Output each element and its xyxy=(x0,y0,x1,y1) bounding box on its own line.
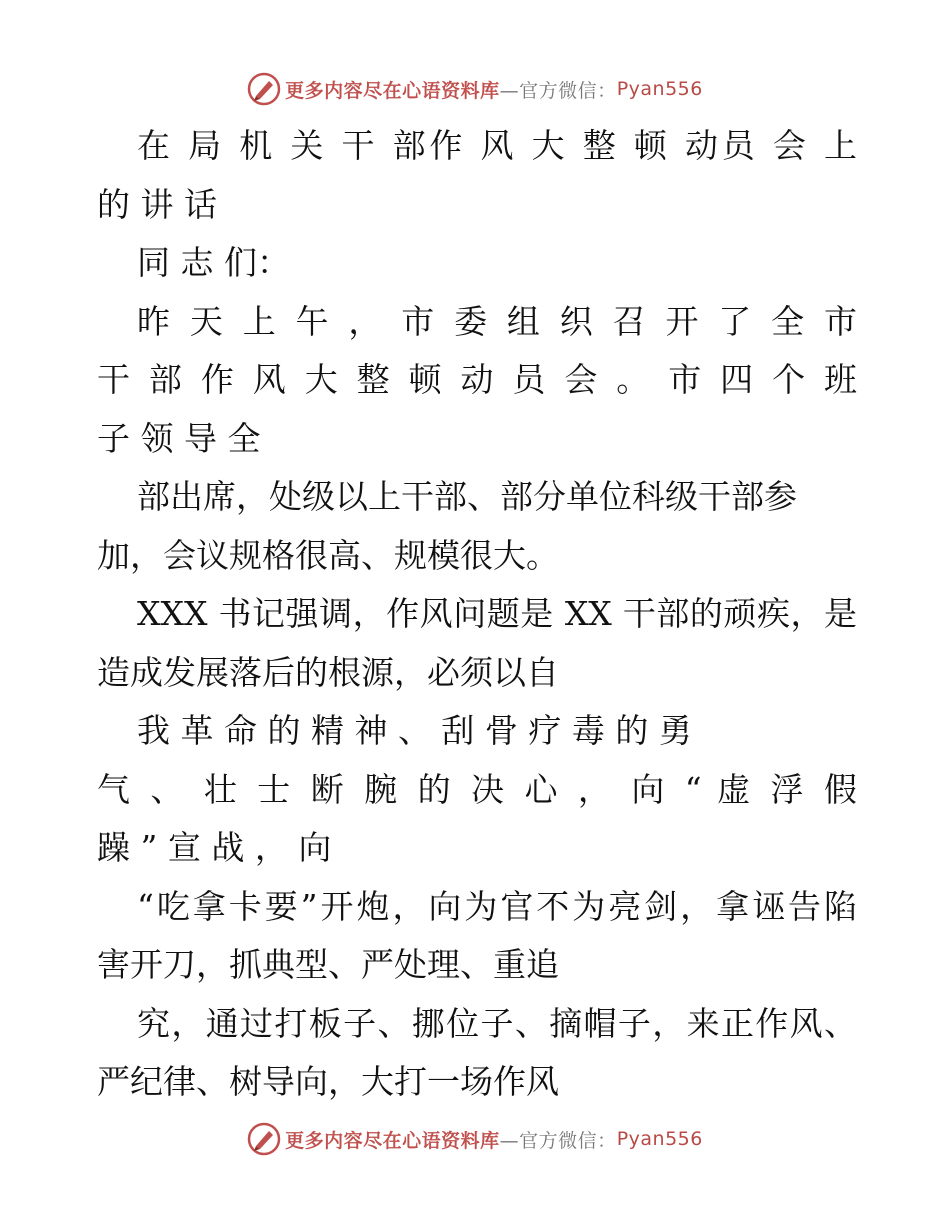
text-line: XXX 书记强调，作风问题是 XX 干部的顽疾，是 xyxy=(137,594,857,633)
watermark-footer xyxy=(0,1122,950,1156)
watermark-header xyxy=(0,72,950,106)
document-body xyxy=(97,117,857,1112)
text-line: 干 部 作 风 大 整 顿 动 员 会 。 市 四 个 班 xyxy=(97,360,857,399)
text-line: 究，通过打板子、挪位子、摘帽子，来正作风、 xyxy=(137,1003,857,1043)
text-line: 害开刀，抓典型、严处理、重追 xyxy=(97,945,559,984)
watermark-text-wechat: Pyan556 xyxy=(616,78,703,100)
text-line: 加，会议规格很高、规模很大。 xyxy=(97,535,559,575)
text-line: 我 革 命 的 精 神 、 刮 骨 疗 毒 的 勇 xyxy=(137,711,692,750)
watermark-text-main: 更多内容尽在心语资料库 xyxy=(285,79,500,102)
watermark-text-dash: —官方微信： xyxy=(499,79,617,102)
pen-logo-icon xyxy=(247,1122,281,1156)
text-line: 气 、 壮 士 断 腕 的 决 心 ， 向 “ 虚 浮 假 xyxy=(97,769,857,809)
text-line: 躁 ” 宣 战 ， 向 xyxy=(97,828,332,867)
text-line: “吃拿卡要”开炮，向为官不为亮剑，拿诬告陷 xyxy=(137,886,857,926)
text-line: 子 领 导 全 xyxy=(97,418,261,458)
text-line: 昨 天 上 午 ， 市 委 组 织 召 开 了 全 市 xyxy=(137,301,857,341)
pen-logo-icon xyxy=(247,72,281,106)
watermark-text-wechat: Pyan556 xyxy=(616,1128,703,1150)
text-line: 严纪律、树导向，大打一场作风 xyxy=(97,1062,559,1101)
watermark-text-dash: —官方微信： xyxy=(499,1129,617,1152)
salutation: 同 志 们： xyxy=(137,243,290,282)
text-line: 部出席，处级以上干部、部分单位科级干部参 xyxy=(137,477,797,516)
title-line-1: 在 局 机 关 干 部作 风 大 整 顿 动员 会 上 xyxy=(137,126,857,165)
watermark-text-main: 更多内容尽在心语资料库 xyxy=(285,1129,500,1152)
text-line: 造成发展落后的根源，必须以自 xyxy=(97,652,559,692)
title-line-2: 的 讲 话 xyxy=(97,184,217,224)
